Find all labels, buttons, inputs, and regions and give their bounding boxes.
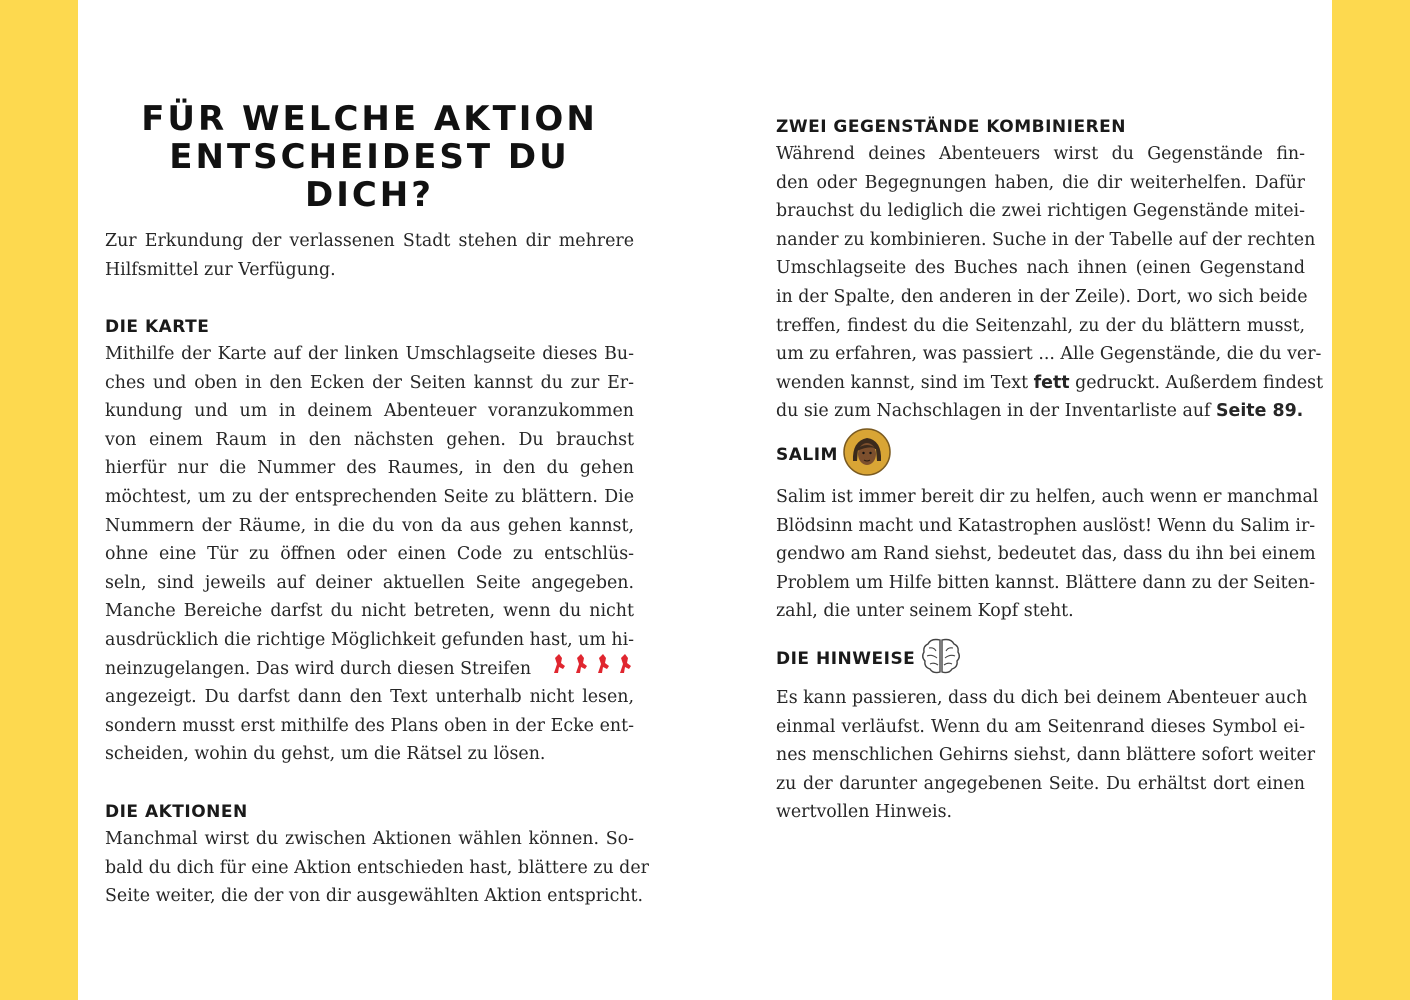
kombinieren-heading: ZWEI GEGENSTÄNDE KOMBINIEREN: [776, 117, 1126, 137]
salim-avatar-icon: [842, 427, 892, 485]
inventory-bold-line: wenden kannst, sind im Text fett gedruckt. Außerdem findest: [776, 372, 1324, 393]
hinweise-heading: DIE HINWEISE: [776, 649, 916, 669]
page-title: FÜR WELCHE AKTION ENTSCHEIDEST DU DICH?: [141, 99, 598, 215]
karte-heading: DIE KARTE: [105, 317, 210, 337]
salim-section: [776, 427, 1319, 626]
intro-section: [105, 227, 634, 284]
hinweise-heading-row: [776, 634, 1305, 684]
karte-section: [105, 312, 634, 769]
stripe-line: neinzugelangen. Das wird durch diesen Streifen: [105, 655, 634, 684]
book-page-spread: [78, 0, 1332, 1000]
hinweise-section: [776, 634, 1316, 827]
inventory-page-line: du sie zum Nachschlagen in der Inventarliste auf Seite 89.: [776, 401, 1304, 422]
salim-paragraph: Salim ist immer bereit dir zu helfen, auch wenn er manchmal Blödsinn macht und Katastrophen auslöst! Wenn du Salim ir- gendwo am Rand siehst, bedeutet das, dass du ihn bei einem Problem um Hilfe bitten kannst. Blättere dann zu der Seiten- zahl, die unter seinem Kopf steht.: [776, 487, 1319, 622]
forbidden-stripe-icon: [548, 651, 634, 687]
aktionen-heading: DIE AKTIONEN: [105, 802, 248, 822]
kombinieren-paragraph: Während deines Abenteuers wirst du Gegenstände fin- den oder Begegnungen haben, die dir weiterhelfen. Dafür brauchst du lediglich die zwei richtigen Gegenstände mitei- nander zu kombinieren. Suche in der Tabelle auf der rechten Umschlagseite des Buches nach ihnen (einen Gegenstand in der Spalte, den anderen in der Zeile). Dort, wo sich beide treffen, findest du die Seitenzahl, zu der du blättern musst, um zu erfahren, was passiert ... Alle Gegenstände, die du ver- wenden kannst, sind im Text fett gedruckt. Außerdem findest du sie zum Nachschlagen in der Inventarliste auf Seite 89.: [776, 140, 1305, 426]
aktionen-paragraph: Manchmal wirst du zwischen Aktionen wählen können. So- bald du dich für eine Aktion entschieden hast, blättere zu der Seite weiter, die der von dir ausgewählten Aktion entspricht.: [105, 829, 649, 907]
karte-paragraph: Mithilfe der Karte auf der linken Umschlagseite dieses Bu- ches und oben in den Ecken der Seiten kannst du zur Er- kundung und um in deinem Abenteuer voranzukommen von einem Raum in den nächsten gehen. Du brauchst hierfür nur die Nummer des Raumes, in den du gehen möchtest, um zu der entsprechenden Seite zu blättern. Die Nummern der Räume, in die du von da aus gehen kannst, ohne eine Tür zu öffnen oder einen Code zu entschlüs- seln, sind jeweils auf deiner aktuellen Seite angegeben. Manche Bereiche darfst du nicht betreten, wenn du nicht ausdrücklich die richtige Möglichkeit gefunden hast, um hi- neinzugelangen. Das wird durch diesen Streifen angezeigt. Du darfst dann den Text unterhalb nicht lesen, sondern musst erst mithilfe des Plans oben in der Ecke ent- scheiden, wohin du gehst, um die Rätsel zu lösen.: [105, 344, 635, 765]
hinweise-paragraph: Es kann passieren, dass du dich bei deinem Abenteuer auch einmal verläufst. Wenn du am Seitenrand dieses Symbol ei- nes menschlichen Gehirns siehst, dann blättere sofort weiter zu der darunter angegebenen Seite. Du erhältst dort einen wertvollen Hinweis.: [776, 688, 1316, 823]
aktionen-section: [105, 797, 649, 911]
intro-paragraph: Zur Erkundung der verlassenen Stadt stehen dir mehrere Hilfsmittel zur Verfügung.: [105, 231, 634, 280]
salim-heading: SALIM: [776, 445, 838, 465]
salim-heading-row: [776, 427, 1305, 483]
kombinieren-section: [776, 112, 1324, 426]
brain-icon: [919, 634, 963, 686]
